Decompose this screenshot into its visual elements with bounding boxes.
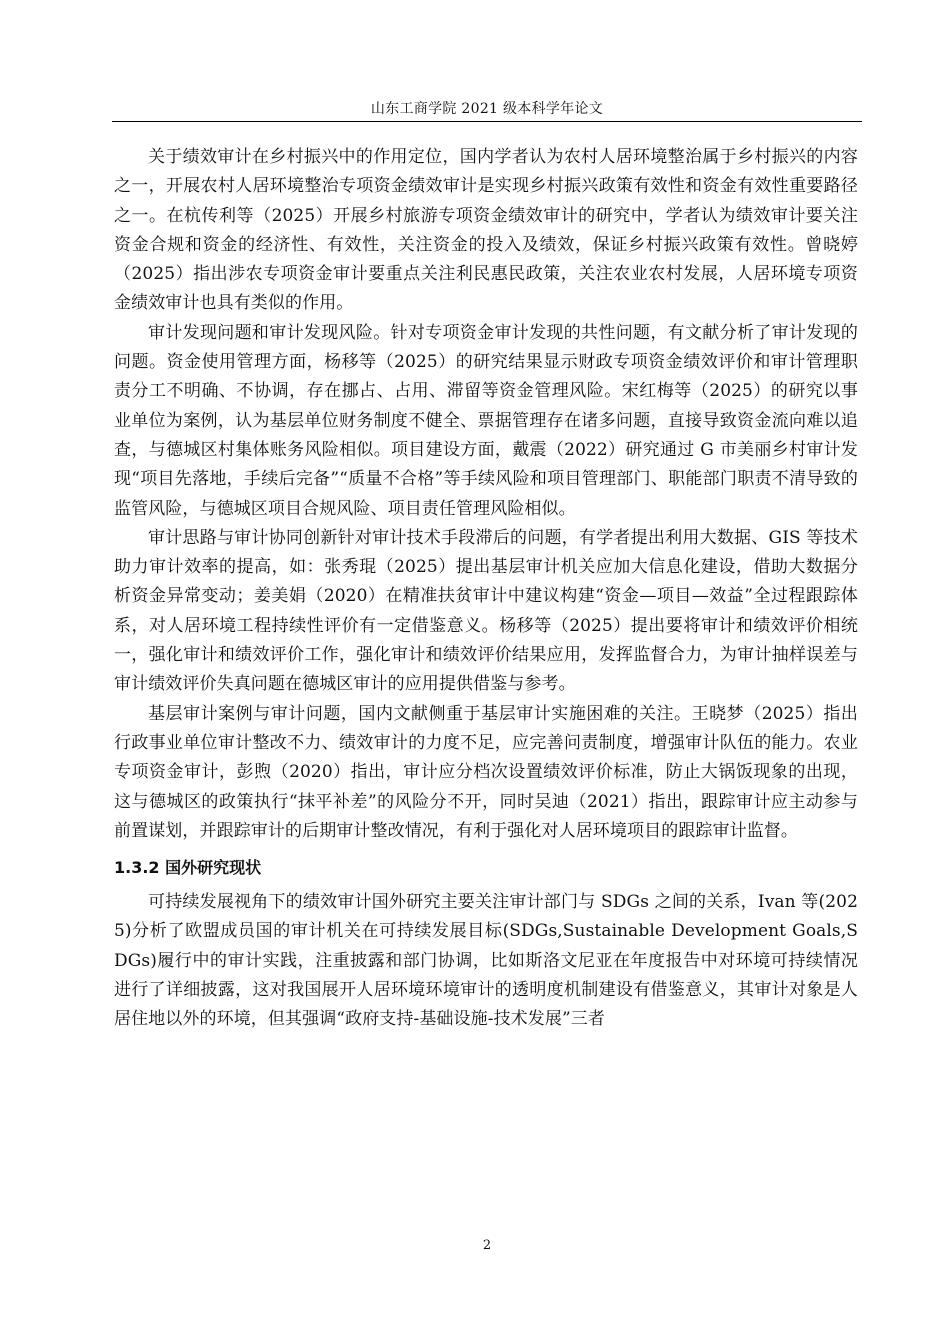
paragraph-audit-findings: 审计发现问题和审计发现风险。针对专项资金审计发现的共性问题，有文献分析了审计发现的问题。资金使用管理方面，杨移等（2025）的研究结果显示财政专项资金绩效评价和审计管理职责分工不明确、不协调，存在挪占、占用、滞留等资金管理风险。宋红梅等（2025）的研究以事业单位为案例，认为基层单位财务制度不健全、票据管理存在诸多问题，直接导致资金流向难以追查，与德城区村集体账务风险相似。项目建设方面，戴震（2022）研究通过 G 市美丽乡村审计发现“项目先落地，手续后完备”“质量不合格”等手续风险和项目管理部门、职能部门职责不清导致的监管风险，与德城区项目合规风险、项目责任管理风险相似。 — [114, 322, 858, 519]
header-divider — [112, 121, 862, 122]
paragraph-role-positioning: 关于绩效审计在乡村振兴中的作用定位，国内学者认为农村人居环境整治属于乡村振兴的内容之一，开展农村人居环境整治专项资金绩效审计是实现乡村振兴政策有效性和资金有效性重要路径之一。在杭传利等（2025）开展乡村旅游专项资金绩效审计的研究中，学者认为绩效审计要关注资金合规和资金的经济性、有效性，关注资金的投入及绩效，保证乡村振兴政策有效性。曾晓婷（2025）指出涉农专项资金审计要重点关注利民惠民政策，关注农业农村发展，人居环境专项资金绩效审计也具有类似的作用。 — [114, 147, 858, 314]
page-header-title: 山东工商学院 2021 级本科学年论文 — [370, 101, 604, 117]
paragraph-foreign-research: 可持续发展视角下的绩效审计国外研究主要关注审计部门与 SDGs 之间的关系，Ivan 等(2025)分析了欧盟成员国的审计机关在可持续发展目标(SDGs,Sustainable Development Goals,SDGs)履行中的审计实践，注重披露和部门协调，比如斯洛文尼亚在年度报告中对环境可持续情况进行了详细披露，这对我国展开人居环境环境审计的透明度机制建设有借鉴意义，其审计对象是人居住地以外的环境，但其强调“政府支持-基础设施-技术发展”三者 — [114, 892, 858, 1030]
paragraph-audit-innovation: 审计思路与审计协同创新针对审计技术手段滞后的问题，有学者提出利用大数据、GIS 等技术助力审计效率的提高，如：张秀琨（2025）提出基层审计机关应加大信息化建设，借助大数据分析资金异常变动；姜美娟（2020）在精准扶贫审计中建议构建“资金—项目—效益”全过程跟踪体系，对人居环境工程持续性评价有一定借鉴意义。杨移等（2025）提出要将审计和绩效评价相统一，强化审计和绩效评价工作，强化审计和绩效评价结果应用，发挥监督合力，为审计抽样误差与审计绩效评价失真问题在德城区审计的应用提供借鉴与参考。 — [114, 527, 858, 695]
section-heading-foreign-research: 1.3.2 国外研究现状 — [114, 858, 262, 878]
page-number: 2 — [482, 1238, 492, 1253]
body-content — [114, 143, 858, 1035]
paragraph-grassroots-audit: 基层审计案例与审计问题，国内文献侧重于基层审计实施困难的关注。王晓梦（2025）指出行政事业单位审计整改不力、绩效审计的力度不足，应完善问责制度，增强审计队伍的能力。农业专项资金审计，彭煦（2020）指出，审计应分档次设置绩效评价标准，防止大锅饭现象的出现，这与德城区的政策执行“抹平补差”的风险分不开，同时吴迪（2021）指出，跟踪审计应主动参与前置谋划，并跟踪审计的后期审计整改情况，有利于强化对人居环境项目的跟踪审计监督。 — [114, 703, 858, 841]
